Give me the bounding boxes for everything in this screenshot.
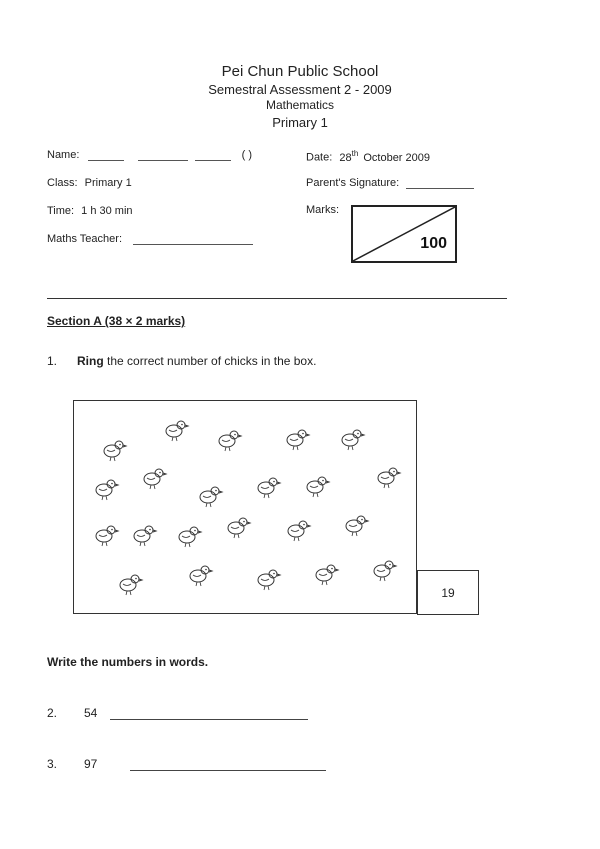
assessment-title: Semestral Assessment 2 - 2009 [208, 82, 392, 97]
question-2 [47, 706, 97, 720]
chick-icon [228, 518, 250, 538]
chick-icon [378, 468, 400, 488]
chick-icon [316, 565, 338, 585]
name-label: Name: [47, 149, 80, 161]
question-2-number: 2. [47, 706, 58, 720]
time-label: Time: [47, 205, 75, 217]
class-label: Class: [47, 177, 78, 189]
chick-icon [342, 430, 364, 450]
marks-label: Marks: [306, 204, 339, 216]
date-month-year: October 2009 [363, 151, 430, 164]
chick-icon [190, 566, 212, 586]
chick-icon [104, 441, 126, 461]
chick-icon [134, 526, 156, 546]
chick-icon [144, 469, 166, 489]
time-value: 1 h 30 min [81, 205, 133, 217]
question-3 [47, 757, 97, 771]
marks-total: 100 [420, 235, 447, 252]
question-1-text: the correct number of chicks in the box. [103, 354, 317, 368]
index-number-paren: ( ) [241, 149, 253, 161]
chick-icon [96, 526, 118, 546]
question-3-number: 3. [47, 757, 58, 771]
chick-icon [258, 570, 280, 590]
chick-icon [307, 477, 329, 497]
question-1-number: 1. [47, 354, 58, 368]
chick-icon [120, 575, 142, 595]
level-title: Primary 1 [272, 115, 328, 130]
question-3-value: 97 [84, 757, 98, 771]
write-words-heading: Write the numbers in words. [47, 655, 209, 669]
section-a-title: Section A (38 × 2 marks) [47, 314, 186, 328]
question-2-value: 54 [84, 706, 98, 720]
signature-label: Parent's Signature: [306, 177, 400, 189]
question-1-bold: Ring [77, 354, 104, 368]
date-day: 28 [339, 151, 352, 164]
chick-icon [287, 430, 309, 450]
school-name: Pei Chun Public School [221, 63, 379, 80]
chick-icon [166, 421, 188, 441]
chick-icon [219, 431, 241, 451]
date-suffix: th [351, 149, 359, 158]
question-2-answer-line[interactable] [110, 719, 308, 720]
question-1-answer: 19 [441, 585, 455, 600]
chick-icon [96, 480, 118, 500]
chick-icon [200, 487, 222, 507]
chick-icon [346, 516, 368, 536]
date-label: Date: [306, 151, 333, 164]
teacher-label: Maths Teacher: [47, 233, 123, 245]
class-value: Primary 1 [84, 177, 132, 189]
chick-icon [288, 521, 310, 541]
chick-icon [258, 478, 280, 498]
chick-icon [179, 527, 201, 547]
answer-box[interactable] [417, 570, 479, 615]
chick-icon [374, 561, 396, 581]
question-3-answer-line[interactable] [130, 770, 326, 771]
subject-title: Mathematics [265, 98, 335, 112]
